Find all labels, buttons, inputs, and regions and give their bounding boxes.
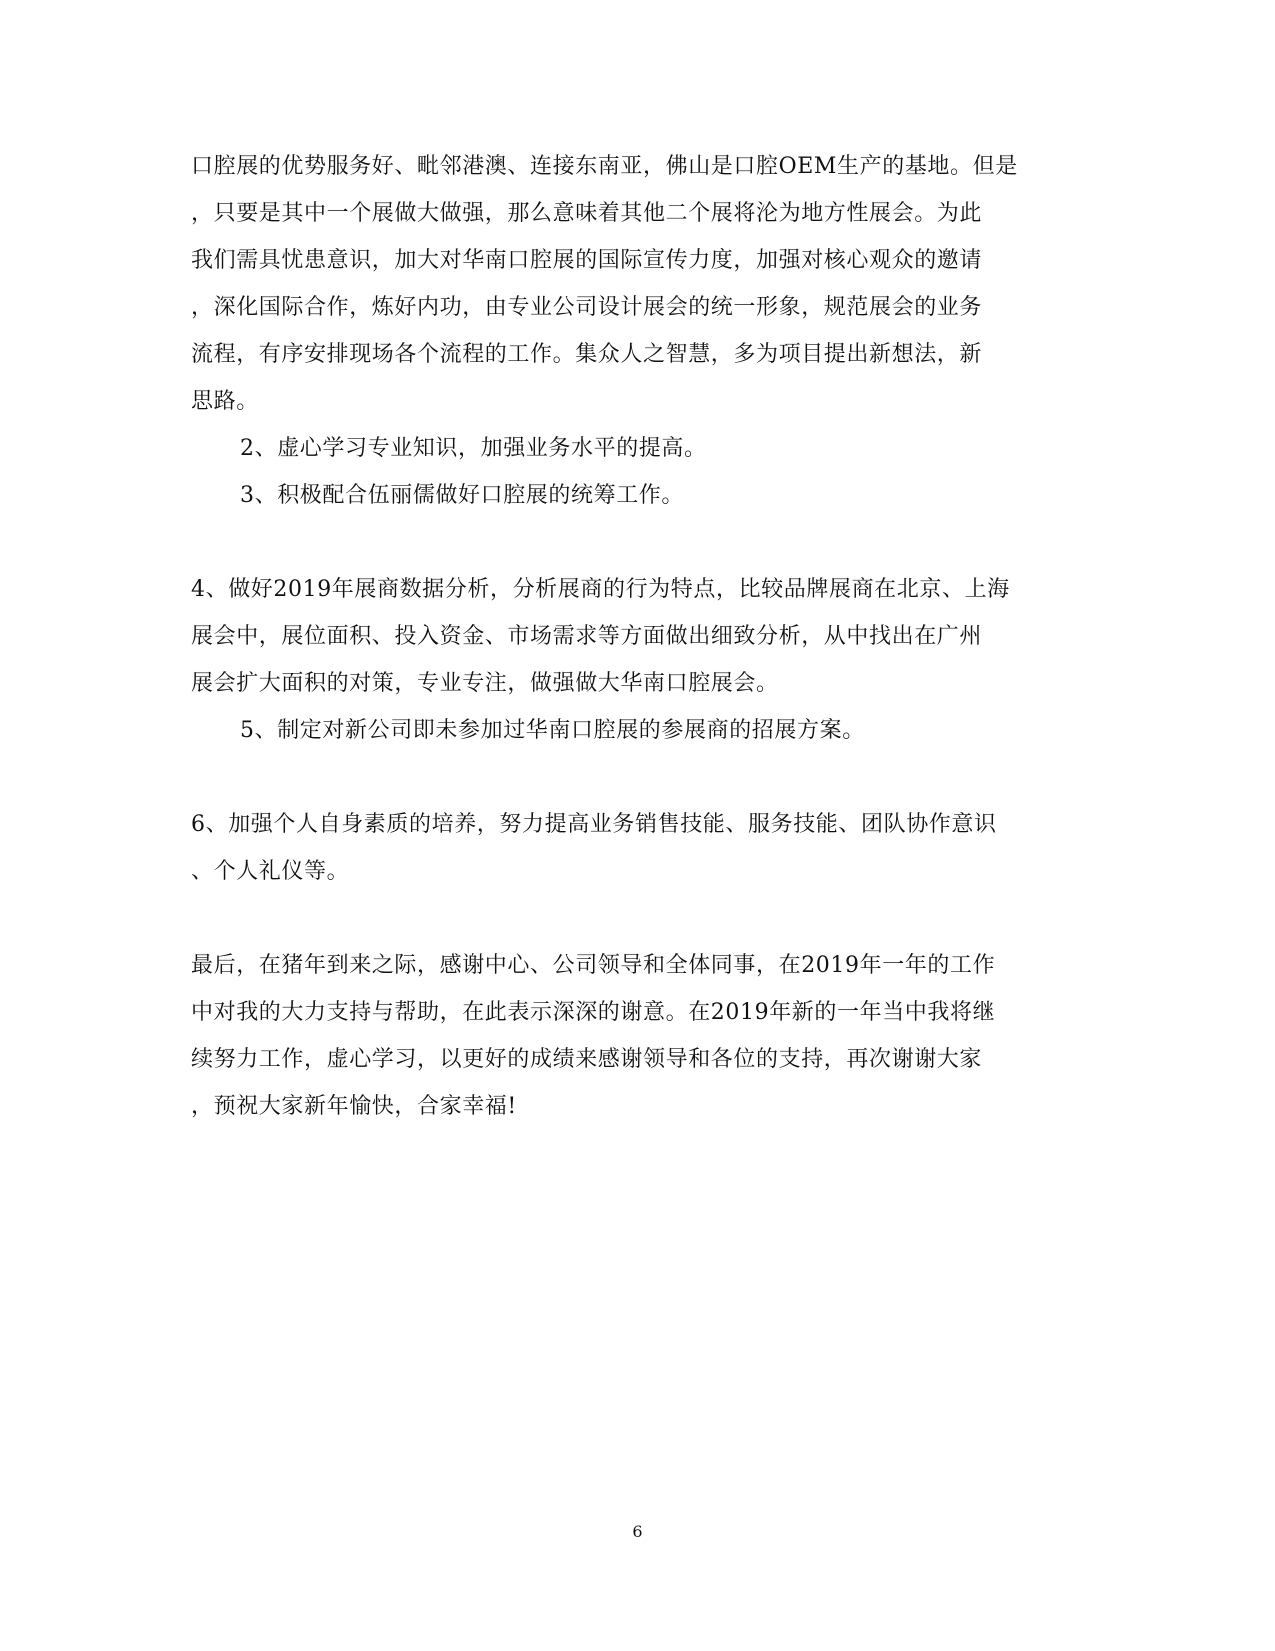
list-item: 5、制定对新公司即未参加过华南口腔展的参展商的招展方案。 (240, 718, 865, 743)
text-line: 、个人礼仪等。 (191, 859, 350, 884)
text-line: 流程，有序安排现场各个流程的工作。集众人之智慧，多为项目提出新想法，新 (191, 342, 983, 367)
closing-paragraph-line: ，预祝大家新年愉快，合家幸福! (191, 1094, 517, 1119)
closing-paragraph-line: 续努力工作，虚心学习，以更好的成绩来感谢领导和各位的支持，再次谢谢大家 (191, 1047, 983, 1072)
list-item: 6、加强个人自身素质的培养，努力提高业务销售技能、服务技能、团队协作意识 (191, 812, 997, 837)
page-number: 6 (632, 1522, 643, 1541)
text-line: 口腔展的优势服务好、毗邻港澳、连接东南亚，佛山是口腔OEM生产的基地。但是 (191, 154, 1018, 179)
text-line: 展会中，展位面积、投入资金、市场需求等方面做出细致分析，从中找出在广州 (191, 624, 983, 649)
list-item: 4、做好2019年展商数据分析，分析展商的行为特点，比较品牌展商在北京、上海 (191, 577, 1010, 602)
text-line: 我们需具忧患意识，加大对华南口腔展的国际宣传力度，加强对核心观众的邀请 (191, 248, 983, 273)
list-item: 3、积极配合伍丽儒做好口腔展的统筹工作。 (240, 483, 684, 508)
closing-paragraph-line: 最后，在猪年到来之际，感谢中心、公司领导和全体同事，在2019年一年的工作 (191, 953, 996, 978)
closing-paragraph-line: 中对我的大力支持与帮助，在此表示深深的谢意。在2019年新的一年当中我将继 (191, 1000, 996, 1025)
list-item: 2、虚心学习专业知识，加强业务水平的提高。 (240, 436, 707, 461)
text-line: ，只要是其中一个展做大做强，那么意味着其他二个展将沦为地方性展会。为此 (191, 201, 983, 226)
text-line: ，深化国际合作，炼好内功，由专业公司设计展会的统一形象，规范展会的业务 (191, 295, 983, 320)
text-line: 展会扩大面积的对策，专业专注，做强做大华南口腔展会。 (191, 671, 779, 696)
text-line: 思路。 (191, 389, 259, 414)
